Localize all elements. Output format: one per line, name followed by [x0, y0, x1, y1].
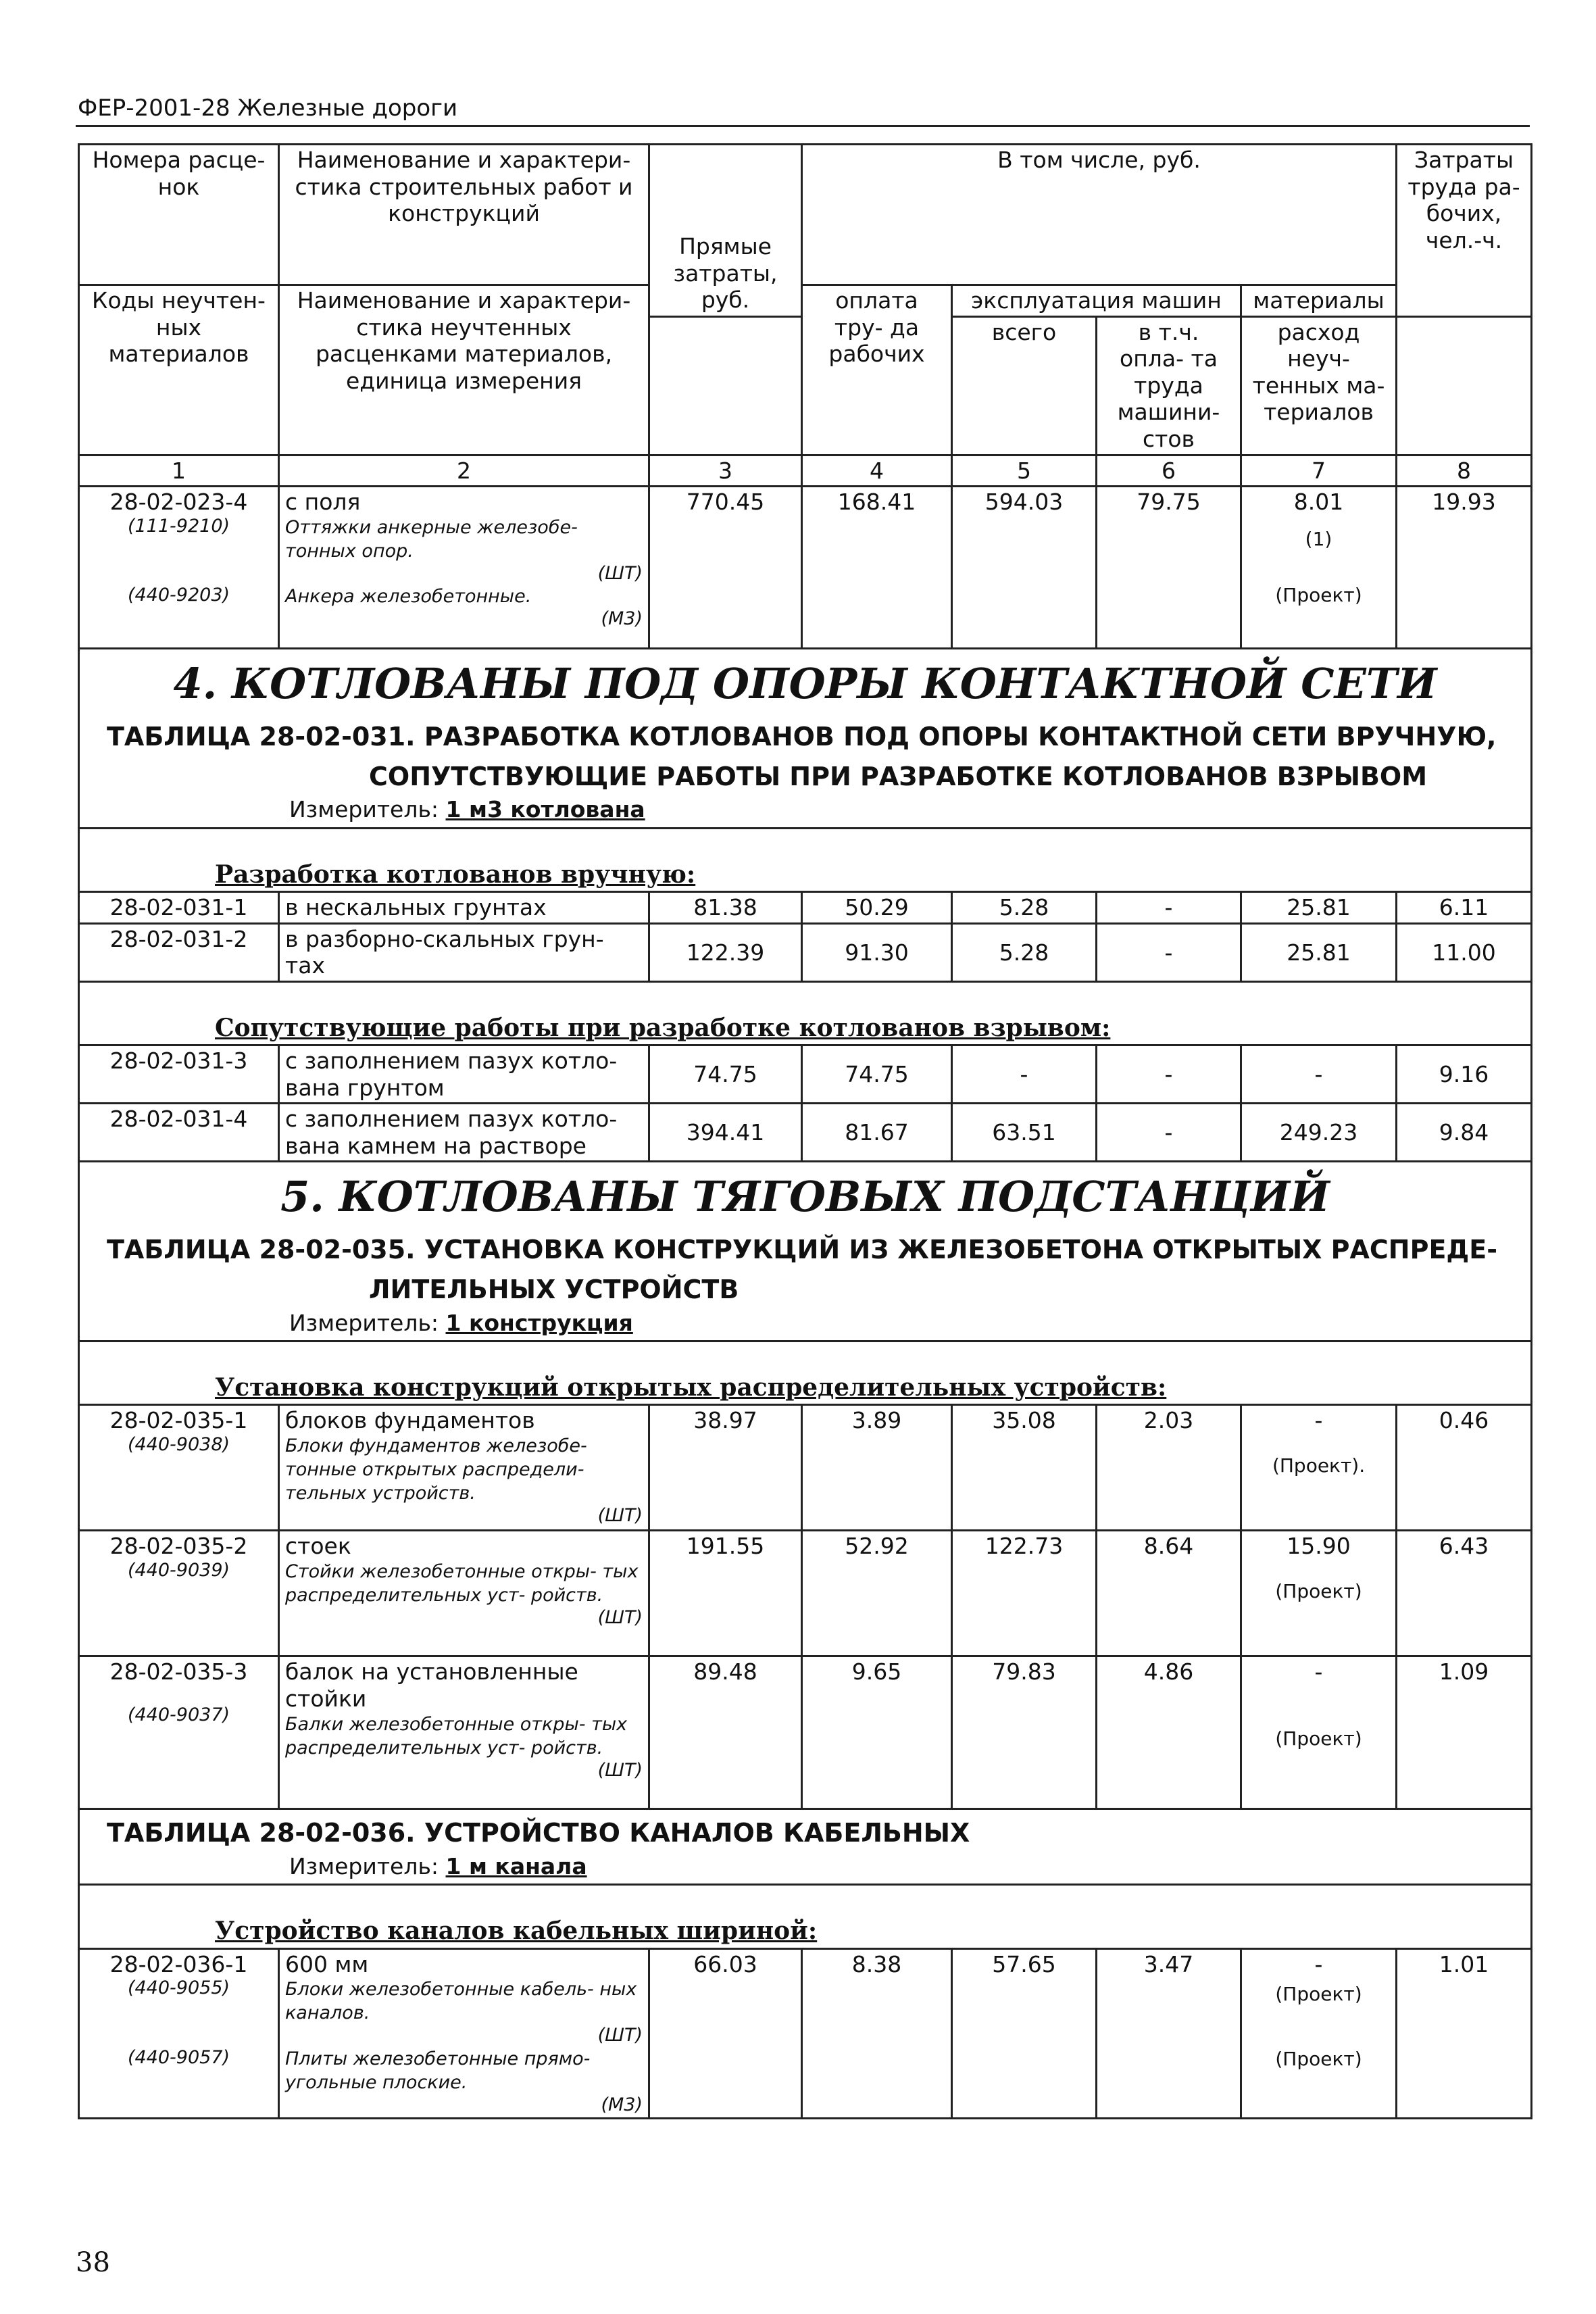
- page-number: 38: [76, 2247, 110, 2278]
- section-4-header: [79, 649, 1532, 829]
- table-title: ТАБЛИЦА 28-02-031. РАЗРАБОТКА КОТЛОВАНОВ ПОД ОПОРЫ КОНТАКТНОЙ СЕТИ ВРУЧНУЮ,: [107, 721, 1497, 752]
- rate-code: 28-02-036-1: [109, 1950, 248, 1977]
- material-description: Блоки фундаментов железобе- тонные открытых распредели- тельных устройств.: [285, 1435, 587, 1504]
- measure-value: 1 м канала: [445, 1852, 587, 1879]
- measure-label: Измеритель:: [289, 1309, 439, 1336]
- col-number: 3: [649, 455, 802, 487]
- work-name: в разборно-скальных грун- тах: [279, 923, 649, 981]
- rate-code: 28-02-031-2: [79, 923, 279, 981]
- material-description: Блоки железобетонные кабель- ных каналов.: [285, 1979, 637, 2024]
- table-036-header: [79, 1809, 1532, 1885]
- material-unit: (М3): [601, 2094, 643, 2115]
- column-numbers-row: [79, 455, 1532, 487]
- header-workers-pay: оплата тру- да рабочих: [802, 285, 952, 456]
- value-cell: 66.03: [649, 1948, 802, 2119]
- material-quantity: (Проект): [1275, 1983, 1362, 2006]
- machines-total-value: 594.03: [952, 487, 1097, 649]
- value-cell: 91.30: [802, 923, 952, 981]
- value-cell: 4.86: [1097, 1656, 1241, 1809]
- table-row: [79, 487, 1532, 649]
- material-unit: (ШТ): [597, 562, 643, 584]
- measure-value: 1 м3 котлована: [445, 796, 645, 823]
- value-cell: 35.08: [952, 1405, 1097, 1531]
- header-material-use: расход неуч- тенных ма- териалов: [1241, 316, 1397, 455]
- material-unit: (ШТ): [597, 1759, 643, 1781]
- header-including: В том числе, руб.: [802, 145, 1397, 285]
- section-title: 4. КОТЛОВАНЫ ПОД ОПОРЫ КОНТАКТНОЙ СЕТИ: [173, 659, 1437, 709]
- value-cell: -: [1314, 1407, 1323, 1434]
- material-code: (440-9203): [127, 585, 230, 606]
- col-number: 7: [1241, 455, 1397, 487]
- group-row: [79, 981, 1532, 1045]
- header-rates-number: Номера расце- нок: [79, 145, 279, 285]
- col-number: 4: [802, 455, 952, 487]
- col-number: 1: [79, 455, 279, 487]
- header-direct-costs-cont: [649, 316, 802, 455]
- value-cell: 38.97: [649, 1405, 802, 1531]
- group-title: Установка конструкций открытых распределительных устройств:: [215, 1373, 1167, 1402]
- rate-code: 28-02-023-4: [109, 489, 248, 516]
- material-quantity: (1): [1305, 527, 1332, 550]
- work-name: 600 мм: [285, 1950, 369, 1977]
- value-cell: 0.46: [1397, 1405, 1532, 1531]
- workers-pay-value: 168.41: [802, 487, 952, 649]
- header-row-2: [79, 285, 1532, 317]
- value-cell: 52.92: [802, 1531, 952, 1656]
- value-cell: 57.65: [952, 1948, 1097, 2119]
- table-row: [79, 1045, 1532, 1104]
- material-unit: (ШТ): [597, 1505, 643, 1527]
- value-cell: -: [1241, 1045, 1397, 1104]
- value-cell: 9.65: [802, 1656, 952, 1809]
- value-cell: 1.09: [1397, 1656, 1532, 1809]
- material-code: (440-9055): [127, 1977, 230, 1999]
- value-cell: 81.38: [649, 892, 802, 924]
- value-cell: 6.11: [1397, 892, 1532, 924]
- value-cell: 63.51: [952, 1104, 1097, 1162]
- rate-code: 28-02-035-3: [109, 1658, 248, 1685]
- value-cell: -: [952, 1045, 1097, 1104]
- header-direct-costs: Прямые затраты, руб.: [649, 145, 802, 317]
- running-head: ФЕР-2001-28 Железные дороги: [78, 95, 458, 122]
- material-quantity: (Проект).: [1272, 1454, 1366, 1477]
- value-cell: 122.73: [952, 1531, 1097, 1656]
- value-cell: 122.39: [649, 923, 802, 981]
- material-description: Плиты железобетонные прямо- угольные плоские.: [285, 2048, 591, 2093]
- header-labor-cont: [1397, 316, 1532, 455]
- material-unit: (ШТ): [597, 1607, 643, 1629]
- work-name: балок на установленные стойки: [285, 1658, 578, 1712]
- header-rule: [76, 125, 1530, 127]
- header-total: всего: [952, 316, 1097, 455]
- value-cell: 6.43: [1397, 1531, 1532, 1656]
- material-unit: (М3): [601, 608, 643, 630]
- labor-costs-value: 19.93: [1397, 487, 1532, 649]
- value-cell: 249.23: [1241, 1104, 1397, 1162]
- group-row: [79, 828, 1532, 891]
- col-number: 5: [952, 455, 1097, 487]
- table-row: [79, 892, 1532, 924]
- value-cell: 81.67: [802, 1104, 952, 1162]
- value-cell: -: [1097, 1104, 1241, 1162]
- material-code: (440-9037): [127, 1704, 230, 1725]
- section-title: 5. КОТЛОВАНЫ ТЯГОВЫХ ПОДСТАНЦИЙ: [280, 1172, 1330, 1222]
- header-machines: эксплуатация машин: [952, 285, 1241, 317]
- value-cell: 3.89: [802, 1405, 952, 1531]
- work-name: с заполнением пазух котло- вана камнем на растворе: [279, 1104, 649, 1162]
- rate-code: 28-02-035-1: [109, 1407, 248, 1434]
- value-cell: 5.28: [952, 923, 1097, 981]
- table-row: [79, 1948, 1532, 2119]
- material-description: Анкера железобетонные.: [285, 586, 532, 608]
- section-5-header: [79, 1162, 1532, 1341]
- table-title: ТАБЛИЦА 28-02-035. УСТАНОВКА КОНСТРУКЦИЙ ИЗ ЖЕЛЕЗОБЕТОНА ОТКРЫТЫХ РАСПРЕДЕ-: [107, 1234, 1497, 1264]
- group-row: [79, 1885, 1532, 1948]
- measure-label: Измеритель:: [289, 1852, 439, 1879]
- material-quantity: (Проект): [1275, 1727, 1362, 1750]
- table-row: [79, 923, 1532, 981]
- table-row: [79, 1405, 1532, 1531]
- header-labor-costs: Затраты труда ра- бочих, чел.-ч.: [1397, 145, 1532, 317]
- table-title-cont: СОПУТСТВУЮЩИЕ РАБОТЫ ПРИ РАЗРАБОТКЕ КОТЛОВАНОВ ВЗРЫВОМ: [369, 761, 1428, 791]
- value-cell: -: [1314, 1950, 1323, 1977]
- rate-code: 28-02-035-2: [109, 1533, 248, 1560]
- value-cell: 1.01: [1397, 1948, 1532, 2119]
- value-cell: 8.64: [1097, 1531, 1241, 1656]
- material-unit: (ШТ): [597, 2025, 643, 2046]
- rate-code: 28-02-031-4: [79, 1104, 279, 1162]
- value-cell: 25.81: [1241, 892, 1397, 924]
- work-name: в нескальных грунтах: [279, 892, 649, 924]
- group-row: [79, 1341, 1532, 1405]
- material-quantity: (Проект): [1275, 584, 1362, 607]
- material-code: (440-9039): [127, 1560, 230, 1581]
- group-title: Разработка котлованов вручную:: [215, 860, 696, 889]
- group-title: Сопутствующие работы при разработке котлованов взрывом:: [215, 1013, 1111, 1042]
- work-name: с заполнением пазух котло- вана грунтом: [279, 1045, 649, 1104]
- material-description: Балки железобетонные откры- тых распределительных уст- ройств.: [285, 1713, 628, 1758]
- operator-pay-value: 79.75: [1097, 487, 1241, 649]
- value-cell: 11.00: [1397, 923, 1532, 981]
- group-title: Устройство каналов кабельных шириной:: [215, 1917, 818, 1946]
- material-description: Стойки железобетонные откры- тых распределительных уст- ройств.: [285, 1561, 639, 1606]
- material-code: (440-9057): [127, 2046, 230, 2068]
- table-row: [79, 1104, 1532, 1162]
- value-cell: 15.90: [1287, 1533, 1351, 1560]
- value-cell: -: [1097, 1045, 1241, 1104]
- rates-table: [78, 143, 1532, 2119]
- value-cell: 394.41: [649, 1104, 802, 1162]
- value-cell: 50.29: [802, 892, 952, 924]
- material-quantity: (Проект): [1275, 2047, 1362, 2070]
- header-material-name: Наименование и характери- стика неучтенных расценками материалов, единица измерения: [279, 285, 649, 456]
- value-cell: -: [1097, 923, 1241, 981]
- value-cell: 74.75: [802, 1045, 952, 1104]
- rate-code: 28-02-031-1: [79, 892, 279, 924]
- header-codes: Коды неучтен- ных материалов: [79, 285, 279, 456]
- value-cell: -: [1097, 892, 1241, 924]
- value-cell: 2.03: [1097, 1405, 1241, 1531]
- direct-costs-value: 770.45: [649, 487, 802, 649]
- work-name: с поля: [285, 489, 361, 516]
- measure-label: Измеритель:: [289, 796, 439, 823]
- rate-code: 28-02-031-3: [79, 1045, 279, 1104]
- table-row: [79, 1531, 1532, 1656]
- value-cell: 79.83: [952, 1656, 1097, 1809]
- material-quantity: (Проект): [1275, 1580, 1362, 1602]
- header-materials: материалы: [1241, 285, 1397, 317]
- value-cell: 74.75: [649, 1045, 802, 1104]
- work-name: стоек: [285, 1533, 351, 1560]
- material-code: (440-9038): [127, 1434, 230, 1455]
- material-code: (111-9210): [127, 515, 230, 537]
- value-cell: -: [1314, 1658, 1323, 1685]
- value-cell: 9.84: [1397, 1104, 1532, 1162]
- table-title-cont: ЛИТЕЛЬНЫХ УСТРОЙСТВ: [369, 1275, 739, 1305]
- value-cell: 89.48: [649, 1656, 802, 1809]
- header-row-1: [79, 145, 1532, 285]
- header-operator-pay: в т.ч. опла- та труда машини- стов: [1097, 316, 1241, 455]
- materials-value: 8.01: [1293, 489, 1344, 516]
- value-cell: 8.38: [802, 1948, 952, 2119]
- measure-value: 1 конструкция: [445, 1309, 633, 1336]
- header-work-name: Наименование и характери- стика строительных работ и конструкций: [279, 145, 649, 285]
- table-row: [79, 1656, 1532, 1809]
- value-cell: 191.55: [649, 1531, 802, 1656]
- col-number: 2: [279, 455, 649, 487]
- col-number: 6: [1097, 455, 1241, 487]
- value-cell: 3.47: [1097, 1948, 1241, 2119]
- value-cell: 5.28: [952, 892, 1097, 924]
- work-name: блоков фундаментов: [285, 1407, 535, 1434]
- value-cell: 25.81: [1241, 923, 1397, 981]
- material-description: Оттяжки анкерные железобе- тонных опор.: [285, 516, 578, 562]
- value-cell: 9.16: [1397, 1045, 1532, 1104]
- table-title: ТАБЛИЦА 28-02-036. УСТРОЙСТВО КАНАЛОВ КАБЕЛЬНЫХ: [107, 1818, 970, 1848]
- col-number: 8: [1397, 455, 1532, 487]
